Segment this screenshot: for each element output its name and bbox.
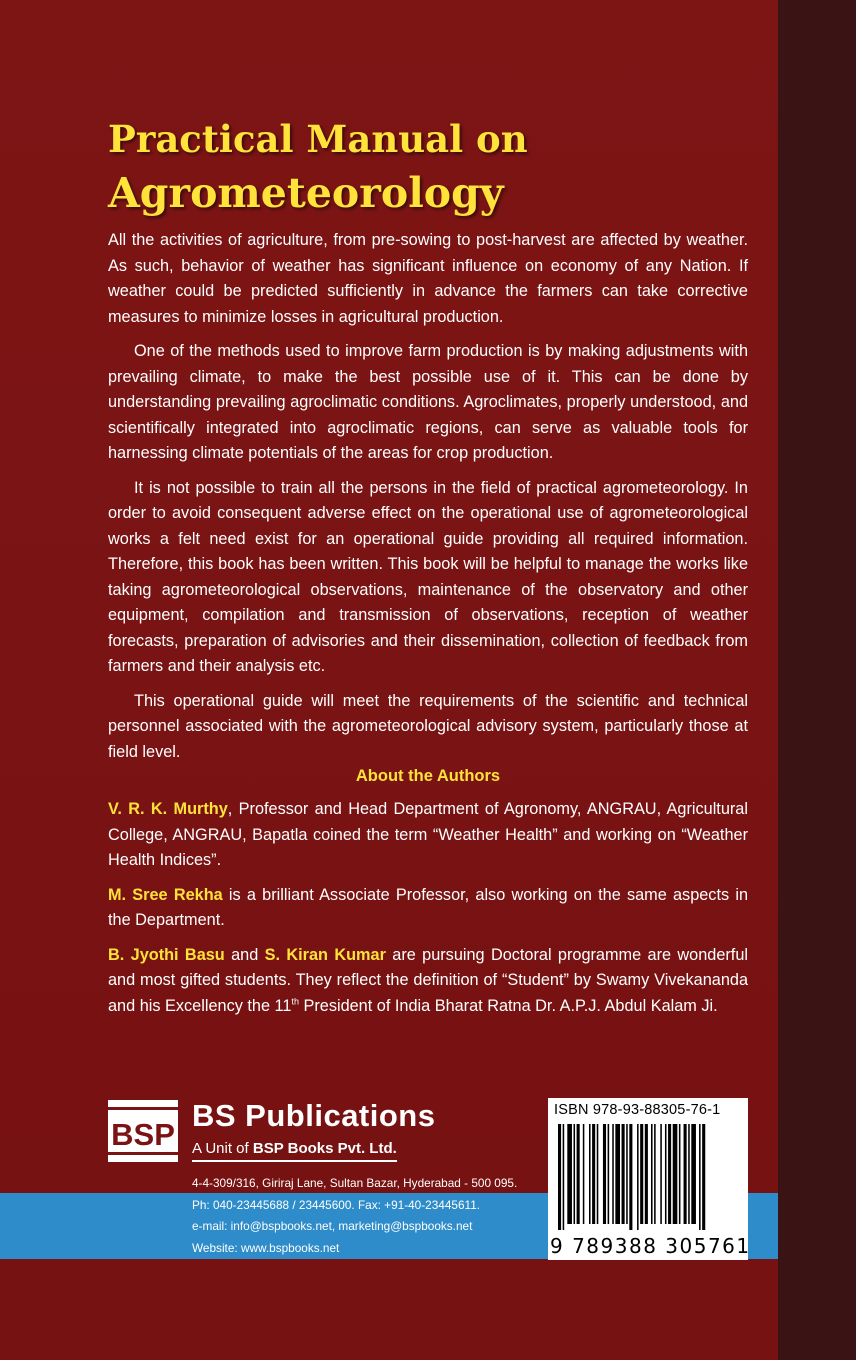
barcode-bars-icon (554, 1124, 742, 1232)
barcode-bar (563, 1124, 565, 1230)
barcode-bar (597, 1124, 599, 1224)
spine-strip (778, 0, 856, 1360)
barcode-bar (558, 1124, 561, 1230)
author-conjunction: and (224, 945, 265, 964)
bsp-logo-text: BSP (111, 1117, 175, 1152)
publisher-website: Website: www.bspbooks.net (192, 1240, 340, 1255)
author-bio-text: is a brilliant Associate Professor, also working on the same aspects in the Department. (108, 885, 748, 929)
barcode-digits: 9 789388 305761 (550, 1234, 751, 1258)
description-paragraph: It is not possible to train all the persons in the field of practical agrometeorology. In order to avoid consequent adverse effect on the operational use of agrometeorological works a felt need exist for an operational guide providing all required information. Therefore, this book has been written. This book will be helpful to manage the works like taking agrometeorological observations, maintenance of the observatory and other equipment, compilation and transmission of observations, reception of weather forecasts, preparation of advisories and their dissemination, collection of feedback from farmers and their analysis etc. (108, 478, 748, 675)
description-paragraph: All the activities of agriculture, from pre-sowing to post-harvest are affected by weather. As such, behavior of weather has significant influence on economy of any Nation. If weather could be predicted sufficiently in advance the farmers can take corrective measures to minimize losses in agricultural production. (108, 231, 748, 326)
barcode-bar (577, 1124, 580, 1224)
author-name: M. Sree Rekha (108, 885, 223, 904)
barcode-bar (567, 1124, 572, 1224)
barcode-bar (668, 1124, 671, 1224)
bsp-logo-icon (108, 1100, 178, 1162)
author-name: V. R. K. Murthy (108, 800, 228, 818)
barcode-bar (622, 1124, 625, 1224)
publisher-contact (192, 1173, 517, 1259)
barcode-bar (615, 1124, 620, 1224)
barcode-bar (592, 1124, 595, 1224)
author-bio (108, 883, 748, 934)
barcode-bar (589, 1124, 591, 1224)
barcode-bar (679, 1124, 681, 1224)
about-authors-heading: About the Authors (355, 767, 501, 785)
publisher-unit-name: BSP Books Pvt. Ltd. (252, 1140, 397, 1157)
publisher-unit-prefix: A Unit of (192, 1140, 253, 1157)
barcode-bar (688, 1124, 690, 1224)
publisher-phone: Ph: 040-23445688 / 23445600. Fax: +91-40-23445611. (192, 1197, 481, 1212)
publisher-address: 4-4-309/316, Giriraj Lane, Sultan Bazar, Hyderabad - 500 095. (192, 1176, 518, 1190)
isbn-barcode (548, 1098, 751, 1260)
barcode-bar (673, 1124, 678, 1224)
barcode-bar (608, 1124, 610, 1224)
book-title-line-2: Agrometeorology (108, 169, 504, 217)
barcode-bar (654, 1124, 656, 1224)
isbn-label: ISBN 978-93-88305-76-1 (554, 1102, 721, 1118)
barcode-bar (612, 1124, 614, 1224)
barcode-bar (640, 1124, 643, 1224)
publisher-unit (192, 1140, 397, 1162)
barcode-bar (651, 1124, 653, 1224)
author-name: B. Jyothi Basu (108, 945, 225, 964)
barcode-bar (699, 1124, 701, 1230)
author-bio (108, 797, 748, 874)
description-text (108, 228, 748, 774)
author-bio (108, 943, 748, 1020)
barcode-bar (691, 1124, 696, 1224)
publisher-name: BS Publications (192, 1098, 436, 1133)
ordinal-superscript: th (291, 996, 299, 1007)
book-title (108, 112, 748, 220)
description-paragraph: One of the methods used to improve farm production is by making adjustments with prevailing climate, to make the best possible use of it. This can be done by understanding prevailing agroclimatic conditions. Agroclimates, properly understood, and scientifically integrated into agroclimatic regions, can serve as valuable tools for harnessing climate potentials of the areas for crop production. (108, 342, 748, 462)
barcode-bar (626, 1124, 628, 1224)
author-bio-text: , Professor and Head Department of Agronomy, ANGRAU, Agricultural College, ANGRAU, Bapatla coined the term “Weather Health” and working on “Weather Health Indices”. (108, 800, 748, 869)
barcode-bar (702, 1124, 705, 1230)
barcode-bar (660, 1124, 662, 1224)
barcode-bar (603, 1124, 606, 1224)
barcode-bar (629, 1124, 632, 1230)
barcode-bar (583, 1124, 585, 1224)
barcode-bar (645, 1124, 648, 1224)
barcode-bar (637, 1124, 639, 1230)
book-title-line-1: Practical Manual on (108, 117, 528, 161)
barcode-bar (665, 1124, 667, 1224)
author-bio-text: President of India Bharat Ratna Dr. A.P.J. Abdul Kalam Ji. (298, 996, 718, 1015)
barcode-bar (684, 1124, 687, 1224)
author-name: S. Kiran Kumar (264, 945, 386, 964)
authors-section (108, 797, 748, 1028)
barcode-bar (574, 1124, 576, 1224)
author-bio-text: are pursuing Doctoral programme are wonderful and most gifted students. They reflect the definition of “Student” by Swamy Vivekananda and his Excellency the 11 (108, 945, 748, 1015)
description-paragraph: This operational guide will meet the requirements of the scientific and technical personnel associated with the agrometeorological advisory system, particularly those at field level. (108, 691, 748, 761)
publisher-email: e-mail: info@bspbooks.net, marketing@bspbooks.net (192, 1219, 473, 1233)
